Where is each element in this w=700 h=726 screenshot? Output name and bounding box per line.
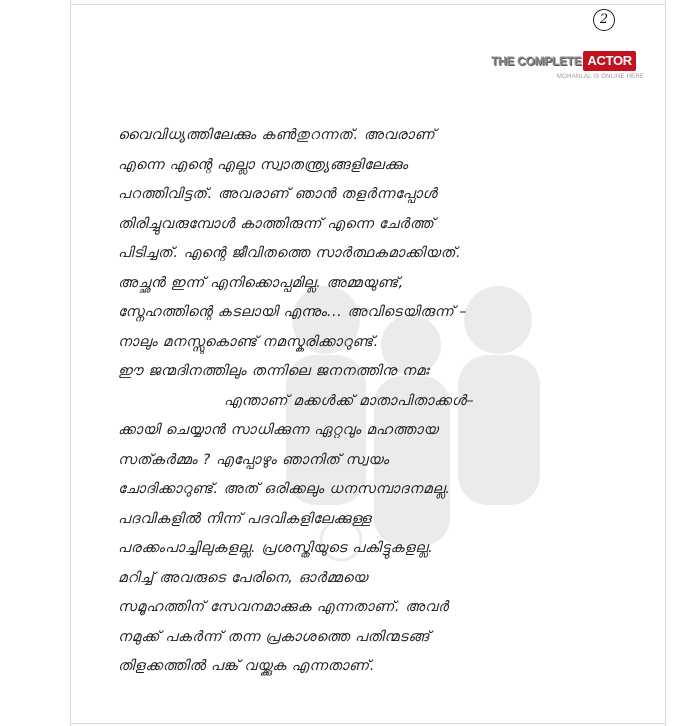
logo-wordmark [491, 50, 636, 72]
logo-main-text: THE COMPLETE [491, 54, 582, 68]
letter-line: പദവികളിൽ നിന്ന് പദവികളിലേക്കുള്ള [118, 510, 372, 527]
letter-line: ക്കായി ചെയ്യാൻ സാധിക്കുന്ന ഏറ്റവും മഹത്തായ [118, 422, 439, 438]
letter-line: അച്ഛൻ ഇന്ന് എനിക്കൊപ്പമില്ല. അമ്മയുണ്ട്, [118, 274, 404, 291]
handwritten-letter-body [118, 123, 638, 684]
letter-line: പിടിച്ചത്. എന്റെ ജീവിതത്തെ സാർത്ഥകമാക്കിയത്. [118, 245, 462, 261]
letter-line: തിളക്കത്തിൽ പങ്ക് വയ്ക്കുക എന്നതാണ്. [118, 658, 375, 674]
letter-line: ചോദിക്കാറുണ്ട്. അത് ഒരിക്കലും ധനസമ്പാദനമല്ല. [118, 481, 451, 497]
letter-line: നമുക്ക് പകർന്ന് തന്ന പ്രകാശത്തെ പതിന്മടങ്ങ് [118, 628, 430, 645]
letter-line: പറത്തിവിട്ടത്. അവരാണ് ഞാൻ തളർന്നപ്പോൾ [118, 186, 438, 202]
logo-accent-text: ACTOR [583, 51, 635, 71]
bottom-border-line [71, 723, 665, 724]
letter-line: വൈവിധ്യത്തിലേക്കും കൺതുറന്നത്. അവരാണ് [118, 127, 436, 143]
letter-line: തിരിച്ചുവരുമ്പോൾ കാത്തിരുന്ന് എന്നെ ചേർത്ത് [118, 215, 435, 232]
letter-line: സത്കർമ്മം ? എപ്പോഴും ഞാനിത് സ്വയം [118, 451, 390, 468]
letter-line: എന്നെ എന്റെ എല്ലാ സ്വാതന്ത്ര്യങ്ങളിലേക്കും [118, 156, 409, 173]
site-logo [491, 50, 651, 84]
letter-line: സ്നേഹത്തിന്റെ കടലായി എന്നും... അവിടെയിരുന്ന് – [118, 304, 468, 320]
letter-line: സമൂഹത്തിന് സേവനമാക്കുക എന്നതാണ്. അവർ [118, 599, 449, 615]
logo-tagline: MOHANLAL IS ONLINE HERE [557, 74, 645, 80]
document-page [70, 0, 666, 726]
letter-line: മറിച്ച് അവരുടെ പേരിനെ, ഓർമ്മയെ [118, 569, 368, 586]
letter-line: എന്താണ് മക്കൾക്ക് മാതാപിതാക്കൾ– [224, 392, 475, 409]
page-number-circle: 2 [593, 9, 615, 31]
letter-line: പരക്കംപാച്ചിലുകളല്ല. പ്രശസ്തിയുടെ പകിട്ടുകളല്ല. [118, 540, 434, 556]
letter-line: നാലും മനസ്സുകൊണ്ട് നമസ്കരിക്കാറുണ്ട്. [118, 333, 379, 350]
top-border-line [71, 4, 665, 5]
letter-line: ഈ ജന്മദിനത്തിലും തന്നിലെ ജനനത്തിനു നമഃ [118, 363, 430, 379]
